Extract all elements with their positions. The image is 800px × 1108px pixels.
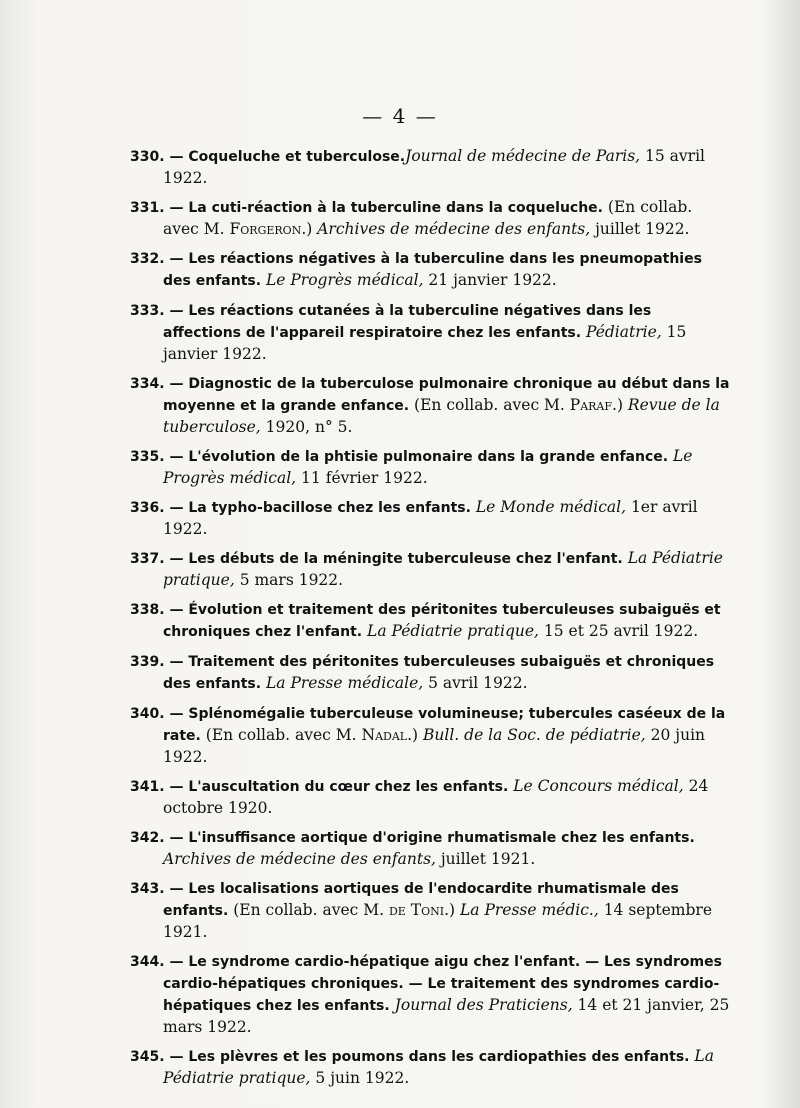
entry-collab-suffix: .) (407, 726, 423, 744)
entry-collab-suffix: .) (612, 396, 628, 414)
bibliography-list (130, 146, 730, 1097)
entry-number: 341. (130, 779, 165, 795)
bibliography-entry (130, 776, 730, 819)
entry-number: 331. (130, 200, 165, 216)
entry-source: Journal des Praticiens, (394, 996, 573, 1014)
entry-title: — Les réactions cutanées à la tuberculine négatives dans les affections de l'appareil respiratoire chez les enfants. (163, 303, 652, 341)
bibliography-entry (130, 827, 730, 870)
entry-source: Le Monde médical, (475, 498, 627, 516)
page-number: — 4 — (362, 104, 438, 128)
entry-number: 330. (130, 149, 165, 165)
entry-collab-prefix: (En collab. avec M. (200, 726, 362, 744)
entry-number: 335. (130, 449, 165, 465)
entry-number: 332. (130, 251, 165, 267)
entry-collab-prefix: (En collab. avec M. (409, 396, 570, 414)
entry-source: La Presse médicale, (265, 674, 424, 692)
entry-source: Le Progrès médical, (163, 447, 693, 487)
entry-date: 5 avril 1922. (423, 674, 528, 692)
entry-title: — L'auscultation du cœur chez les enfants. (169, 779, 509, 795)
entry-date: 5 mars 1922. (234, 571, 344, 589)
entry-source: Bull. de la Soc. de pédiatrie, (423, 726, 646, 744)
bibliography-entry (130, 300, 730, 365)
entry-source: Revue de la tuberculose, (163, 396, 720, 436)
entry-collab-prefix: (En collab. avec M. (228, 901, 389, 919)
bibliography-entry (130, 548, 730, 591)
entry-number: 337. (130, 551, 165, 567)
entry-collab-suffix: .) (444, 901, 460, 919)
bibliography-entry (130, 703, 730, 768)
bibliography-entry (130, 248, 730, 292)
entry-source: Pédiatrie, (585, 323, 662, 341)
entry-date: 11 février 1922. (296, 469, 428, 487)
entry-number: 344. (130, 954, 165, 970)
entry-number: 342. (130, 830, 165, 846)
entry-number: 345. (130, 1049, 165, 1065)
entry-title: — Le syndrome cardio-hépatique aigu chez l'enfant. — Les syndromes cardio-hépatiques chroniques. — Le traitement des syndromes cardio-hépatiques chez les enfants. (163, 954, 722, 1014)
entry-collab-prefix: (En collab. avec M. (163, 198, 693, 238)
entry-title: — Les plèvres et les poumons dans les cardiopathies des enfants. (169, 1049, 690, 1065)
entry-date: 1920, n° 5. (260, 418, 353, 436)
entry-title: — Diagnostic de la tuberculose pulmonaire chronique au début dans la moyenne et la grande enfance. (163, 376, 730, 414)
entry-collaborator: Nadal (361, 726, 408, 744)
entry-source: Journal de médecine de Paris, (405, 147, 641, 165)
entry-source: Le Concours médical, (513, 777, 684, 795)
entry-collaborator: de Toni (388, 901, 445, 919)
entry-title: — L'insuffisance aortique d'origine rhumatismale chez les enfants. (169, 830, 695, 846)
entry-number: 339. (130, 654, 165, 670)
entry-date: 14 et 21 janvier, 25 mars 1922. (163, 996, 730, 1036)
entry-title: — La cuti-réaction à la tuberculine dans la coqueluche. (169, 200, 603, 216)
entry-title: — Coqueluche et tuberculose. (169, 149, 406, 165)
entry-date: 14 septembre 1921. (163, 901, 712, 941)
entry-title: — La typho-bacillose chez les enfants. (169, 500, 471, 516)
entry-title: — Traitement des péritonites tuberculeuses subaiguës et chroniques des enfants. (163, 654, 715, 692)
entry-title: — Splénomégalie tuberculeuse volumineuse; tubercules caséeux de la rate. (163, 706, 726, 744)
entry-collaborator: Forgeron (229, 220, 302, 238)
entry-source: La Pédiatrie pratique, (163, 549, 723, 589)
entry-title: — Les localisations aortiques de l'endocardite rhumatismale des enfants. (163, 881, 679, 919)
entry-number: 333. (130, 303, 165, 319)
entry-source: Archives de médecine des enfants, (317, 220, 591, 238)
bibliography-entry (130, 651, 730, 695)
bibliography-entry (130, 951, 730, 1038)
entry-title: — Les réactions négatives à la tuberculine dans les pneumopathies des enfants. (163, 251, 702, 289)
entry-date: 21 janvier 1922. (423, 271, 557, 289)
entry-source: Archives de médecine des enfants, (163, 850, 436, 868)
entry-number: 340. (130, 706, 165, 722)
entry-title: — Évolution et traitement des péritonites tuberculeuses subaiguës et chroniques chez l'enfant. (163, 602, 721, 640)
bibliography-entry (130, 599, 730, 643)
bibliography-entry (130, 197, 730, 240)
entry-title: — Les débuts de la méningite tuberculeuse chez l'enfant. (169, 551, 623, 567)
entry-title: — L'évolution de la phtisie pulmonaire dans la grande enfance. (169, 449, 669, 465)
entry-number: 343. (130, 881, 165, 897)
entry-number: 334. (130, 376, 165, 392)
entry-date: 15 et 25 avril 1922. (538, 622, 699, 640)
entry-source: La Pédiatrie pratique, (367, 622, 539, 640)
entry-date: 1er avril 1922. (163, 498, 698, 538)
entry-source: La Pédiatrie pratique, (163, 1047, 714, 1087)
bibliography-entry (130, 146, 730, 189)
entry-date: juillet 1921. (435, 850, 536, 868)
entry-date: 24 octobre 1920. (163, 777, 709, 817)
entry-source: La Presse médic., (459, 901, 599, 919)
bibliography-entry (130, 878, 730, 943)
entry-date: 15 janvier 1922. (163, 323, 687, 363)
bibliography-entry (130, 497, 730, 540)
entry-collaborator: Paraf (569, 396, 613, 414)
entry-date: 15 avril 1922. (163, 147, 706, 187)
entry-number: 338. (130, 602, 165, 618)
entry-date: juillet 1922. (590, 220, 690, 238)
entry-date: 5 juin 1922. (310, 1069, 410, 1087)
entry-source: Le Progrès médical, (265, 271, 424, 289)
entry-date: 20 juin 1922. (163, 726, 706, 766)
entry-collab-suffix: .) (301, 220, 318, 238)
bibliography-entry (130, 1046, 730, 1089)
entry-number: 336. (130, 500, 165, 516)
bibliography-entry (130, 373, 730, 438)
bibliography-entry (130, 446, 730, 489)
